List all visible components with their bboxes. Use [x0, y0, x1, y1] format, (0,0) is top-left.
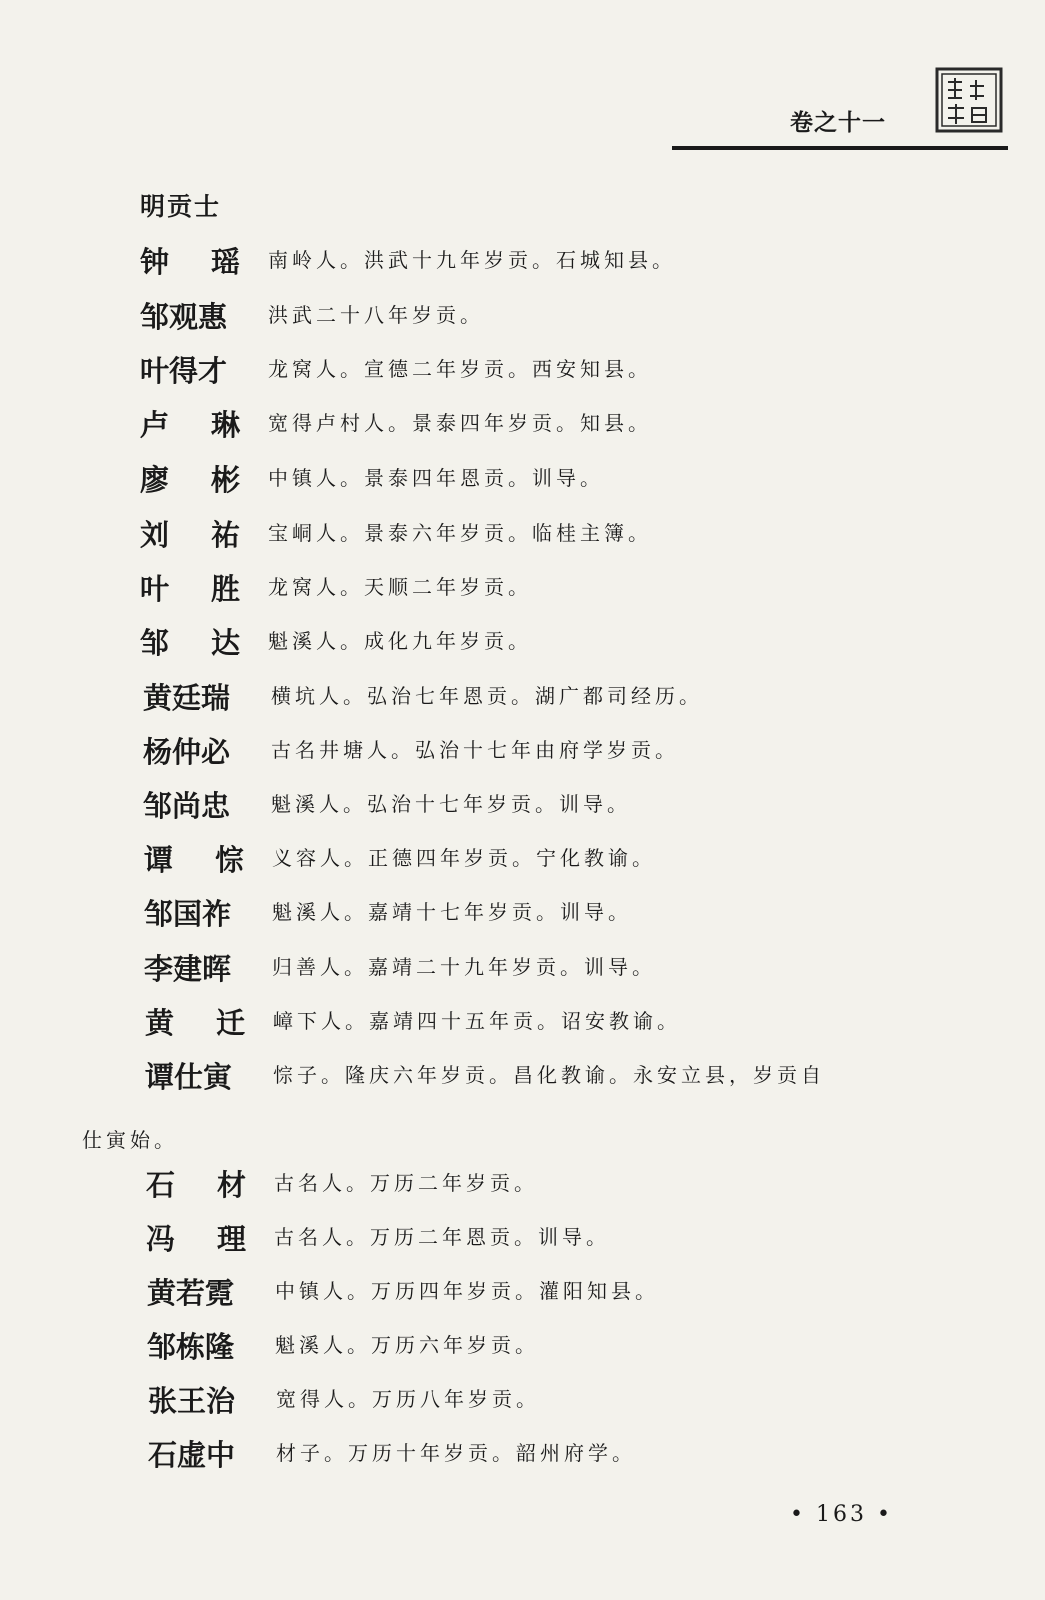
entry-name: 谭 悰: [144, 843, 244, 877]
entry-description: 古名井塘人。弘治十七年由府学岁贡。: [271, 738, 679, 762]
entry-name: 张王治: [148, 1384, 236, 1418]
entry-description: 魁溪人。成化九年岁贡。: [268, 629, 532, 653]
entry-description: 龙窝人。天顺二年岁贡。: [268, 575, 532, 599]
entry-name: 李建晖: [144, 952, 232, 986]
entry-row: [0, 1325, 1045, 1379]
entry-row: [0, 1379, 1045, 1433]
entry-name: 邹 达: [140, 626, 240, 660]
entry-name: 杨仲必: [143, 735, 231, 769]
entry-row: [0, 458, 1045, 512]
entry-row: [0, 349, 1045, 403]
section-title: 明贡士: [140, 192, 222, 221]
continuation-line: 仕寅始。: [82, 1128, 178, 1152]
entry-name: 石 材: [146, 1168, 246, 1202]
entry-description: 义容人。正德四年岁贡。宁化教谕。: [272, 846, 656, 870]
entry-description: 材子。万历十年岁贡。韶州府学。: [276, 1441, 636, 1465]
entry-row: [0, 240, 1045, 294]
entry-name: 黄廷瑞: [143, 681, 231, 715]
entry-row: [0, 1217, 1045, 1271]
entry-name: 廖 彬: [140, 463, 240, 497]
entry-row: [0, 567, 1045, 621]
entry-row: [0, 1055, 1045, 1109]
entry-row: [0, 1433, 1045, 1487]
entry-name: 邹观惠: [140, 300, 228, 334]
entry-row: [0, 1163, 1045, 1217]
entry-row: [0, 784, 1045, 838]
entry-name: 钟 瑶: [140, 245, 240, 279]
entry-row: [0, 947, 1045, 1001]
entry-row: [0, 295, 1045, 349]
entry-row: [0, 1001, 1045, 1055]
seal-logo-icon: [934, 66, 1004, 134]
entry-description: 悰子。隆庆六年岁贡。昌化教谕。永安立县，岁贡自: [273, 1063, 825, 1087]
entry-name: 刘 祐: [140, 518, 240, 552]
entry-description: 魁溪人。弘治十七年岁贡。训导。: [271, 792, 631, 816]
entry-description: 宝峒人。景泰六年岁贡。临桂主簿。: [268, 521, 652, 545]
entry-description: 南岭人。洪武十九年岁贡。石城知县。: [268, 248, 676, 272]
entry-description: 古名人。万历二年恩贡。训导。: [274, 1225, 610, 1249]
entry-row: [0, 838, 1045, 892]
entry-name: 黄 迁: [145, 1006, 245, 1040]
entry-name: 卢 琳: [140, 408, 240, 442]
entry-row: [0, 676, 1045, 730]
entry-row: [0, 1271, 1045, 1325]
header-rule: [672, 146, 1008, 150]
entry-name: 石虚中: [148, 1438, 236, 1472]
entry-description: 横坑人。弘治七年恩贡。湖广都司经历。: [271, 684, 703, 708]
chapter-title: 卷之十一: [790, 110, 886, 136]
entry-description: 嶂下人。嘉靖四十五年贡。诏安教谕。: [273, 1009, 681, 1033]
entry-description: 龙窝人。宣德二年岁贡。西安知县。: [268, 357, 652, 381]
entry-name: 谭仕寅: [145, 1060, 233, 1094]
entry-name: 邹栋隆: [147, 1330, 235, 1364]
entry-name: 叶得才: [140, 354, 228, 388]
entry-description: 魁溪人。万历六年岁贡。: [275, 1333, 539, 1357]
entry-description: 洪武二十八年岁贡。: [268, 303, 484, 327]
entry-row: [0, 513, 1045, 567]
entry-name: 冯 理: [146, 1222, 246, 1256]
entry-description: 中镇人。景泰四年恩贡。训导。: [268, 466, 604, 490]
entry-name: 邹国祚: [144, 897, 232, 931]
entry-description: 中镇人。万历四年岁贡。灌阳知县。: [275, 1279, 659, 1303]
entry-row: [0, 621, 1045, 675]
entry-description: 魁溪人。嘉靖十七年岁贡。训导。: [272, 900, 632, 924]
entry-name: 邹尚忠: [143, 789, 231, 823]
entry-row: [0, 730, 1045, 784]
page-number: • 163 •: [790, 1502, 893, 1527]
entry-description: 古名人。万历二年岁贡。: [274, 1171, 538, 1195]
entry-description: 宽得卢村人。景泰四年岁贡。知县。: [268, 411, 652, 435]
entry-description: 宽得人。万历八年岁贡。: [276, 1387, 540, 1411]
entry-row: [0, 892, 1045, 946]
entry-name: 黄若霓: [147, 1276, 235, 1310]
entry-name: 叶 胜: [140, 572, 240, 606]
entry-description: 归善人。嘉靖二十九年岁贡。训导。: [272, 955, 656, 979]
entry-row: [0, 403, 1045, 457]
